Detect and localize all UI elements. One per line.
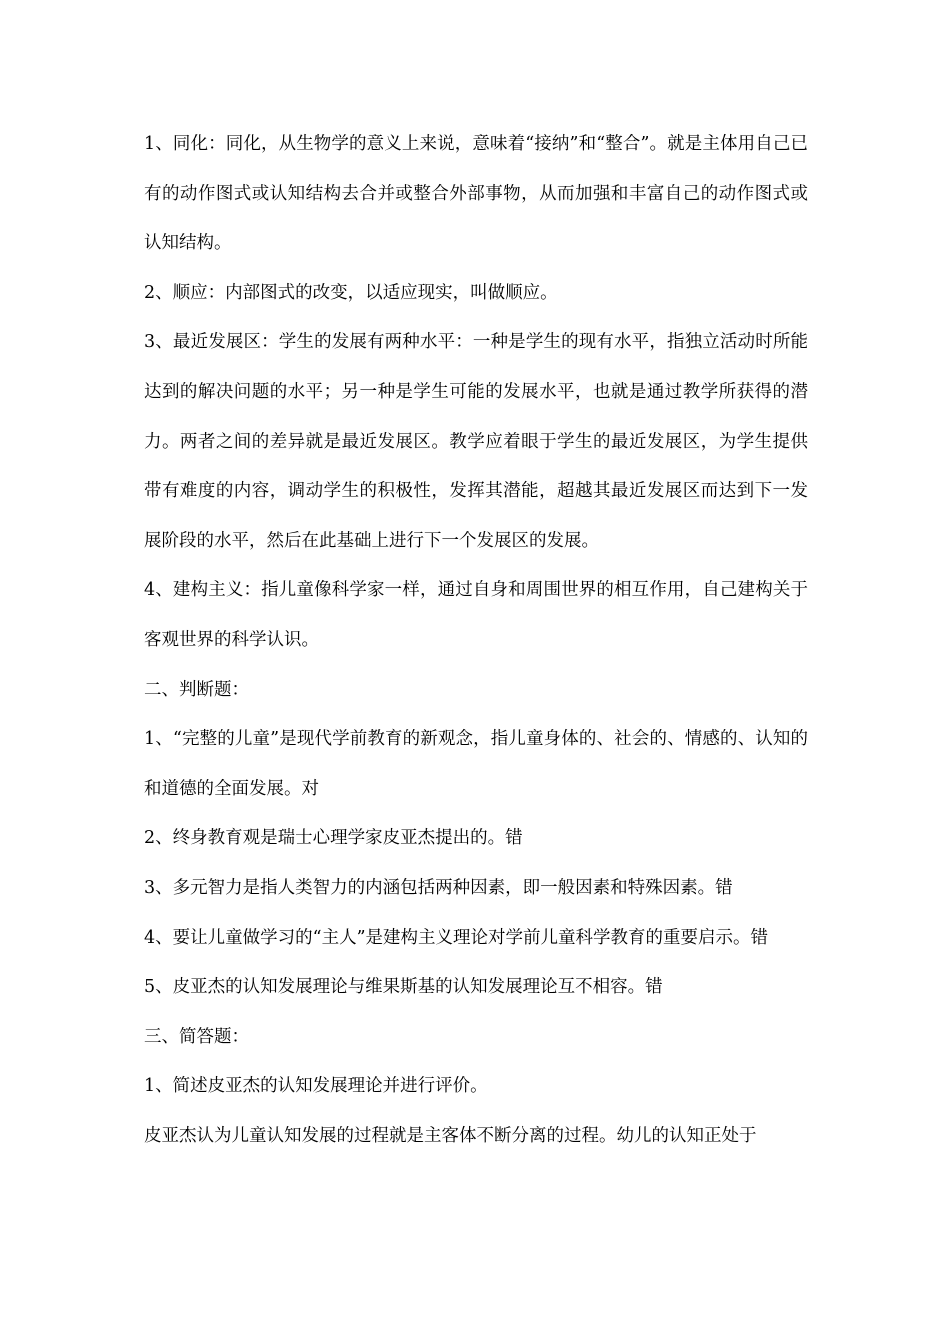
- section-heading-true-false: 二、判断题：: [144, 679, 249, 700]
- document-body: [144, 120, 808, 1161]
- judgement-item-3: 3、多元智力是指人类智力的内涵包括两种因素，即一般因素和特殊因素。错: [144, 877, 733, 898]
- paragraph-constructivism: 4、建构主义：指儿童像科学家一样，通过自身和周围世界的相互作用，自己建构关于客观世界的科学认识。: [144, 580, 808, 650]
- judgement-item-4: 4、要让儿童做学习的“主人”是建构主义理论对学前儿童科学教育的重要启示。错: [144, 927, 769, 948]
- section-heading-short-answer: 三、简答题：: [144, 1026, 249, 1047]
- judgement-item-5: 5、皮亚杰的认知发展理论与维果斯基的认知发展理论互不相容。错: [144, 977, 663, 998]
- judgement-item-1: 1、“完整的儿童”是现代学前教育的新观念，指儿童身体的、社会的、情感的、认知的和道德的全面发展。对: [144, 729, 808, 799]
- short-answer-question-1: 1、简述皮亚杰的认知发展理论并进行评价。: [144, 1076, 488, 1097]
- short-answer-text: 皮亚杰认为儿童认知发展的过程就是主客体不断分离的过程。幼儿的认知正处于: [144, 1125, 757, 1146]
- paragraph-assimilation: 1、同化：同化，从生物学的意义上来说，意味着“接纳”和“整合”。就是主体用自己已有的动作图式或认知结构去合并或整合外部事物，从而加强和丰富自己的动作图式或认知结构。: [144, 134, 808, 254]
- judgement-item-2: 2、终身教育观是瑞士心理学家皮亚杰提出的。错: [144, 828, 523, 849]
- paragraph-zone-of-proximal-development: 3、最近发展区：学生的发展有两种水平：一种是学生的现有水平，指独立活动时所能达到的解决问题的水平；另一种是学生可能的发展水平，也就是通过教学所获得的潜力。两者之间的差异就是最近发展区。教学应着眼于学生的最近发展区，为学生提供带有难度的内容，调动学生的积极性，发挥其潜能，超越其最近发展区而达到下一发展阶段的水平，然后在此基础上进行下一个发展区的发展。: [144, 332, 808, 551]
- paragraph-accommodation: 2、顺应：内部图式的改变，以适应现实，叫做顺应。: [144, 282, 558, 303]
